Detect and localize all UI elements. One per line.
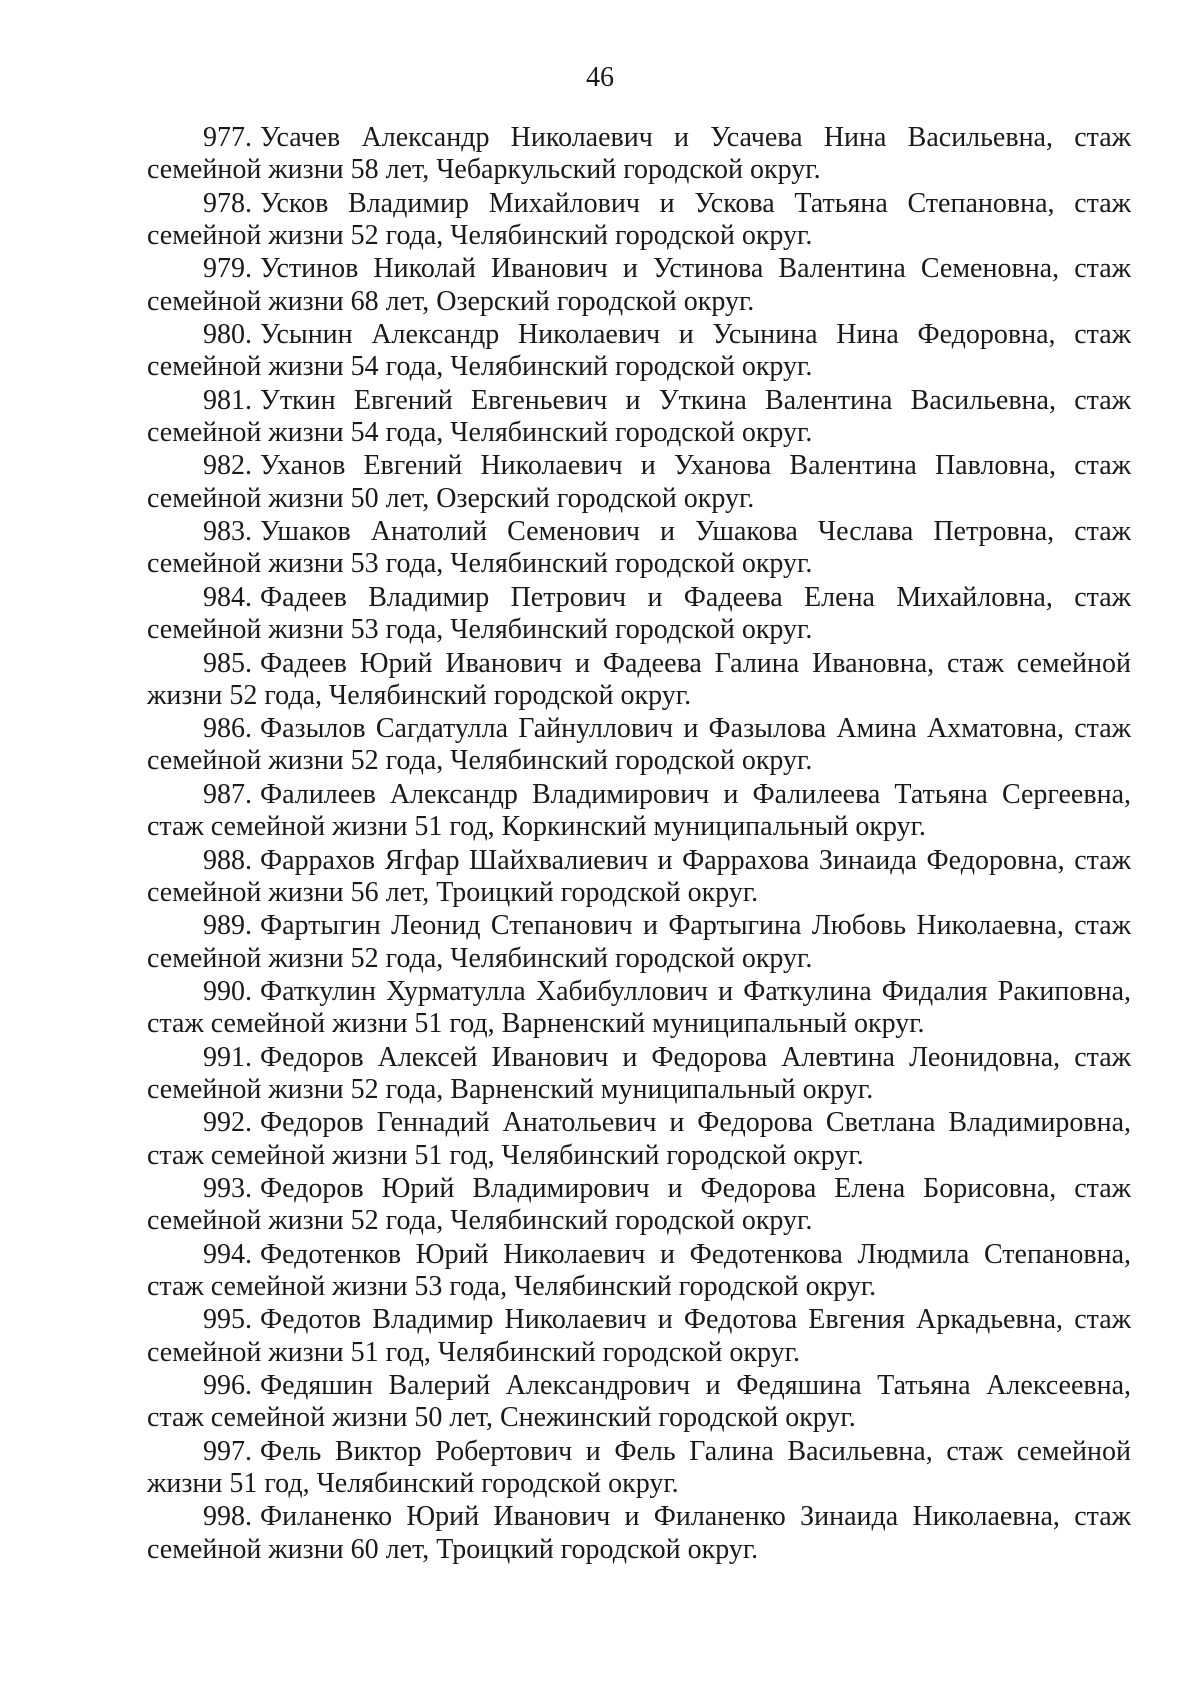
list-item	[147, 319, 1131, 384]
list-item	[147, 1370, 1131, 1435]
list-item	[147, 188, 1131, 253]
list-item	[147, 516, 1131, 581]
entry-number: 980.	[203, 319, 252, 351]
list-item	[147, 1042, 1131, 1107]
entry-number: 986.	[203, 713, 252, 745]
entry-number: 990.	[203, 975, 252, 1007]
page-number: 46	[586, 62, 614, 93]
entry-text: Федоров Алексей Иванович и Федорова Алевтина Леонидовна, стаж семейной жизни 52 года, Варненский муниципальный округ.	[147, 1041, 1131, 1105]
entry-number: 982.	[203, 450, 252, 482]
entry-text: Фаррахов Ягфар Шайхвалиевич и Фаррахова Зинаида Федоровна, стаж семейной жизни 56 лет, Троицкий городской округ.	[147, 844, 1131, 908]
entry-text: Федоров Юрий Владимирович и Федорова Елена Борисовна, стаж семейной жизни 52 года, Челябинский городской округ.	[147, 1173, 1131, 1237]
entry-text: Фаткулин Хурматулла Хабибуллович и Фаткулина Фидалия Ракиповна, стаж семейной жизни 51 год, Варненский муниципальный округ.	[147, 975, 1131, 1040]
entry-number: 994.	[203, 1238, 252, 1270]
entry-number: 977.	[203, 122, 252, 153]
entry-number: 988.	[203, 844, 252, 876]
list-item	[147, 648, 1131, 713]
list-item	[147, 1304, 1131, 1369]
list-item	[147, 1173, 1131, 1238]
entry-text: Федотов Владимир Николаевич и Федотова Евгения Аркадьевна, стаж семейной жизни 51 год, Челябинский городской округ.	[147, 1304, 1131, 1368]
entry-text: Фадеев Юрий Иванович и Фадеева Галина Ивановна, стаж семейной жизни 52 года, Челябинский городской округ.	[147, 647, 1131, 711]
entry-number: 997.	[203, 1435, 252, 1467]
list-item	[147, 122, 1131, 187]
entry-text: Федотенков Юрий Николаевич и Федотенкова Людмила Степановна, стаж семейной жизни 53 года, Челябинский городской округ.	[147, 1238, 1131, 1302]
entry-text: Фель Виктор Робертович и Фель Галина Васильевна, стаж семейной жизни 51 год, Челябинский городской округ.	[147, 1435, 1131, 1500]
entry-number: 985.	[203, 647, 252, 679]
list-item	[147, 910, 1131, 975]
list-item	[147, 1239, 1131, 1304]
entry-text: Усков Владимир Михайлович и Ускова Татьяна Степановна, стаж семейной жизни 52 года, Челябинский городской округ.	[147, 187, 1131, 251]
entry-text: Фазылов Сагдатулла Гайнуллович и Фазылова Амина Ахматовна, стаж семейной жизни 52 года, Челябинский городской округ.	[147, 713, 1131, 777]
entry-number: 998.	[203, 1501, 252, 1533]
entry-number: 979.	[203, 253, 252, 285]
entry-text: Фадеев Владимир Петрович и Фадеева Елена Михайловна, стаж семейной жизни 53 года, Челябинский городской округ.	[147, 581, 1131, 646]
entry-text: Федяшин Валерий Александрович и Федяшина Татьяна Алексеевна, стаж семейной жизни 50 лет, Снежинский городской округ.	[147, 1370, 1131, 1434]
entry-text: Уткин Евгений Евгеньевич и Уткина Валентина Васильевна, стаж семейной жизни 54 года, Челябинский городской округ.	[147, 384, 1131, 449]
list-item	[147, 713, 1131, 778]
list-item	[147, 1436, 1131, 1501]
entry-text: Устинов Николай Иванович и Устинова Валентина Семеновна, стаж семейной жизни 68 лет, Озерский городской округ.	[147, 253, 1131, 317]
list-item	[147, 779, 1131, 844]
entry-text: Усачев Александр Николаевич и Усачева Нина Васильевна, стаж семейной жизни 58 лет, Чебаркульский городской округ.	[147, 122, 1131, 186]
entry-number: 995.	[203, 1304, 252, 1336]
entry-text: Фалилеев Александр Владимирович и Фалилеева Татьяна Сергеевна, стаж семейной жизни 51 год, Коркинский муниципальный округ.	[147, 778, 1131, 843]
list-item	[147, 253, 1131, 318]
entry-number: 991.	[203, 1041, 252, 1073]
entry-number: 984.	[203, 581, 252, 613]
list-item	[147, 385, 1131, 450]
entry-number: 981.	[203, 384, 252, 416]
list-item	[147, 450, 1131, 515]
entry-number: 996.	[203, 1370, 252, 1402]
entry-text: Федоров Геннадий Анатольевич и Федорова Светлана Владимировна, стаж семейной жизни 51 год, Челябинский городской округ.	[147, 1107, 1131, 1171]
list-item	[147, 845, 1131, 910]
entry-number: 992.	[203, 1107, 252, 1139]
list-item	[147, 976, 1131, 1041]
list-item	[147, 1501, 1131, 1566]
entry-number: 993.	[203, 1173, 252, 1204]
entry-text: Уханов Евгений Николаевич и Уханова Валентина Павловна, стаж семейной жизни 50 лет, Озерский городской округ.	[147, 450, 1131, 514]
entry-number: 983.	[203, 516, 252, 548]
entry-number: 987.	[203, 778, 252, 810]
entry-text: Ушаков Анатолий Семенович и Ушакова Чеслава Петровна, стаж семейной жизни 53 года, Челябинский городской округ.	[147, 516, 1131, 580]
entry-number: 989.	[203, 910, 252, 942]
entry-text: Усынин Александр Николаевич и Усынина Нина Федоровна, стаж семейной жизни 54 года, Челябинский городской округ.	[147, 319, 1131, 383]
list-item	[147, 582, 1131, 647]
list-item	[147, 1107, 1131, 1172]
entry-text: Фартыгин Леонид Степанович и Фартыгина Любовь Николаевна, стаж семейной жизни 52 года, Челябинский городской округ.	[147, 910, 1131, 974]
entry-text: Филаненко Юрий Иванович и Филаненко Зинаида Николаевна, стаж семейной жизни 60 лет, Троицкий городской округ.	[147, 1501, 1131, 1565]
entry-list	[147, 122, 1131, 1567]
entry-number: 978.	[203, 187, 252, 219]
